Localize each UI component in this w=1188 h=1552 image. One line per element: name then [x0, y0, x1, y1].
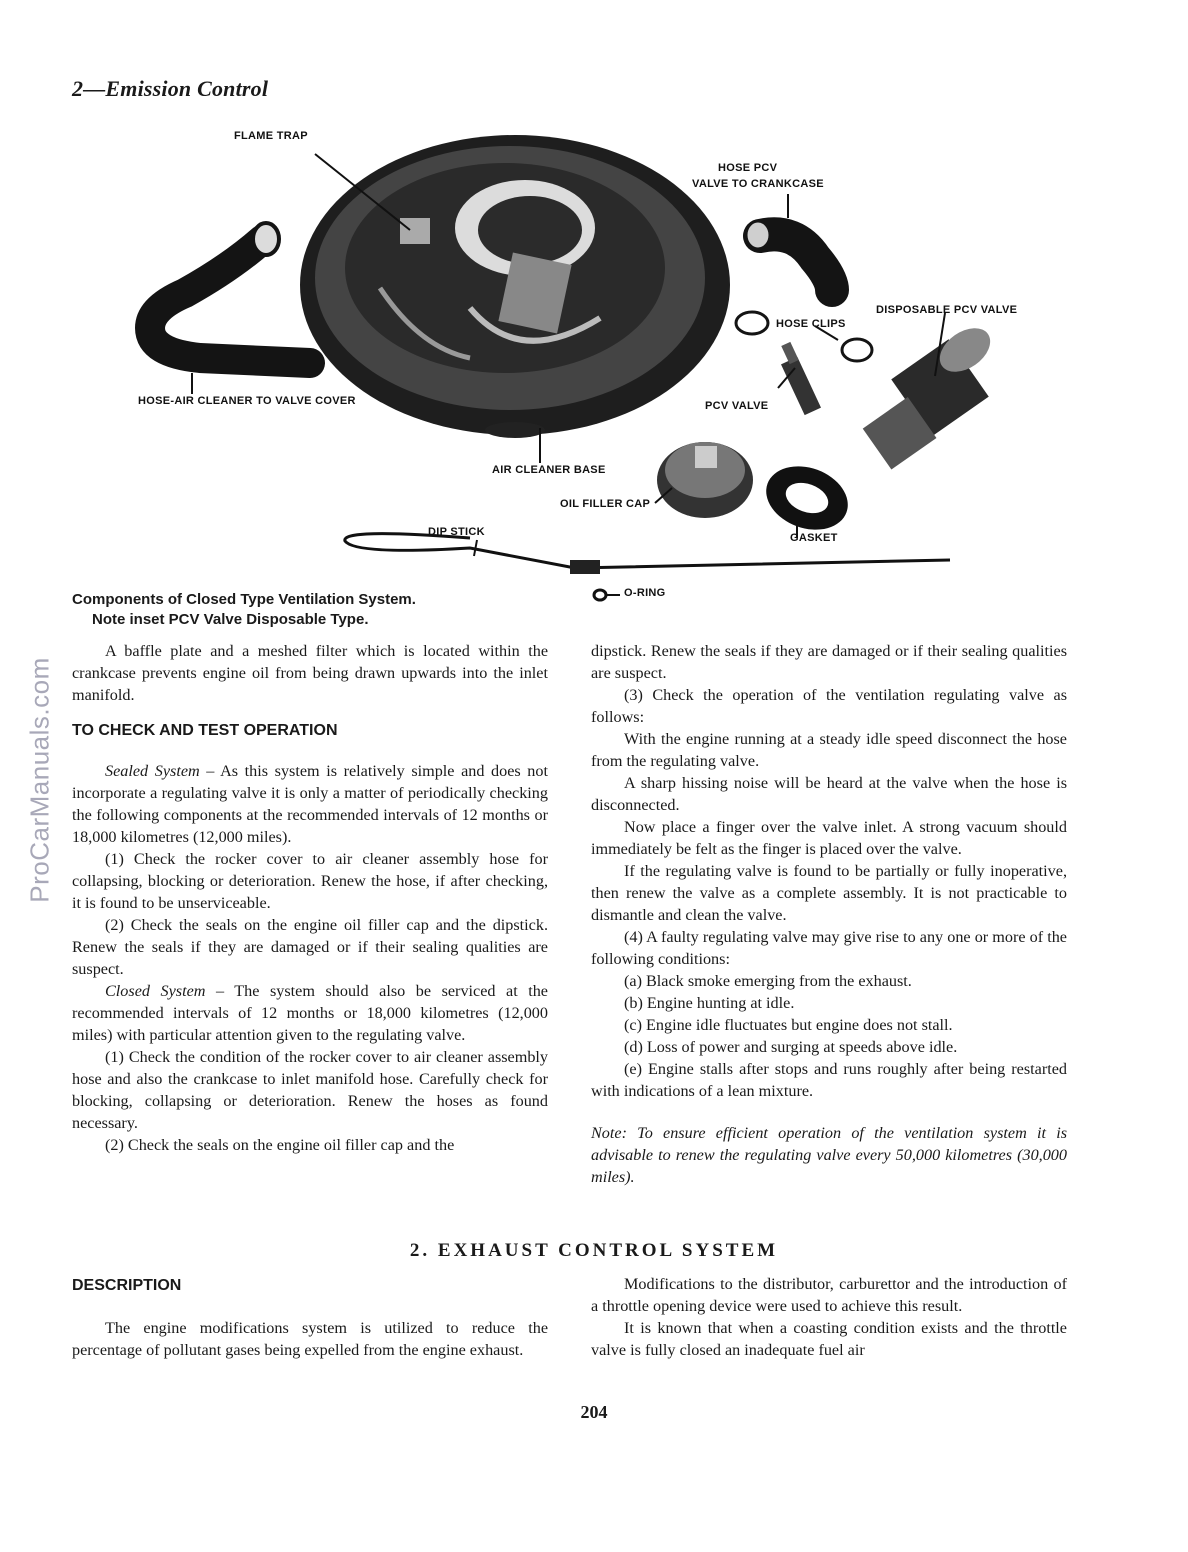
label-pcv-valve: PCV VALVE	[705, 400, 769, 412]
paragraph: Modifications to the distributor, carburettor and the introduction of a throttle opening device were used to achieve this result.	[591, 1275, 1067, 1315]
figure-caption	[72, 590, 492, 630]
paragraph: If the regulating valve is found to be partially or fully inoperative, then renew the valve as a complete assembly. It is not practicable to dismantle and clean the valve.	[591, 862, 1067, 924]
sealed-system-label: Sealed System	[105, 762, 200, 780]
oil-filler-cap-drawing	[657, 442, 753, 518]
components-illustration	[0, 118, 1188, 608]
hose-air-cleaner-drawing	[150, 223, 310, 363]
label-hose-clips: HOSE CLIPS	[776, 318, 846, 330]
label-air-cleaner-base: AIR CLEANER BASE	[492, 464, 606, 476]
paragraph: A sharp hissing noise will be heard at the valve when the hose is disconnected.	[591, 774, 1067, 814]
paragraph: (2) Check the seals on the engine oil filler cap and the	[105, 1136, 455, 1154]
air-cleaner-base-drawing	[300, 135, 730, 438]
label-dip-stick: DIP STICK	[428, 526, 485, 538]
hose-pcv-drawing	[746, 221, 832, 290]
watermark	[20, 640, 60, 920]
closed-system-label: Closed System	[105, 982, 206, 1000]
label-hose-air-cleaner: HOSE-AIR CLEANER TO VALVE COVER	[138, 395, 356, 407]
paragraph-sealed-system	[72, 760, 548, 848]
label-hose-pcv-line1: HOSE PCV	[718, 162, 778, 174]
list-item: (b) Engine hunting at idle.	[624, 994, 795, 1012]
list-item: (a) Black smoke emerging from the exhaust.	[624, 972, 912, 990]
paragraph: dipstick. Renew the seals if they are damaged or if their sealing qualities are suspect.	[591, 642, 1067, 682]
page-number: 204	[580, 1402, 608, 1422]
label-flame-trap: FLAME TRAP	[234, 130, 308, 142]
description-heading: DESCRIPTION	[72, 1277, 182, 1294]
paragraph: (4) A faulty regulating valve may give rise to any one or more of the following conditions:	[591, 928, 1067, 968]
description-left-column	[72, 1273, 548, 1361]
disposable-pcv-valve-drawing	[863, 319, 999, 469]
caption-line-2: Note inset PCV Valve Disposable Type.	[92, 611, 369, 628]
paragraph: It is known that when a coasting condition exists and the throttle valve is fully closed an inadequate fuel air	[591, 1319, 1067, 1359]
paragraph: The engine modifications system is utilized to reduce the percentage of pollutant gases being expelled from the engine exhaust.	[72, 1319, 548, 1359]
right-column	[591, 640, 1067, 1188]
maintenance-note: Note: To ensure efficient operation of the ventilation system it is advisable to renew the regulating valve every 50,000 kilometres (30,000 miles).	[591, 1124, 1067, 1186]
paragraph: A baffle plate and a meshed filter which is located within the crankcase prevents engine oil from being drawn upwards into the inlet manifold.	[72, 642, 548, 704]
paragraph: With the engine running at a steady idle speed disconnect the hose from the regulating valve.	[591, 730, 1067, 770]
closed-system-text: – The system should also be serviced at the recommended intervals of 12 months or 18,000 kilometres (12,000 miles) with particular attention given to the regulating valve.	[72, 982, 548, 1044]
caption-line-1: Components of Closed Type Ventilation System.	[72, 591, 416, 608]
list-item: (e) Engine stalls after stops and runs roughly after being restarted with indications of a lean mixture.	[591, 1060, 1067, 1100]
label-hose-pcv-line2: VALVE TO CRANKCASE	[692, 178, 824, 190]
watermark-text: ProCarManuals.com	[24, 657, 55, 903]
list-item: (c) Engine idle fluctuates but engine does not stall.	[624, 1016, 953, 1034]
label-disposable-pcv-valve: DISPOSABLE PCV VALVE	[876, 304, 1018, 316]
section-title: 2. EXHAUST CONTROL SYSTEM	[409, 1240, 779, 1261]
label-gasket: GASKET	[790, 532, 838, 544]
dipstick-drawing	[345, 534, 950, 574]
left-column	[72, 640, 548, 1156]
paragraph: (3) Check the operation of the ventilation regulating valve as follows:	[591, 686, 1067, 726]
section-heading: TO CHECK AND TEST OPERATION	[72, 722, 338, 739]
list-item: (d) Loss of power and surging at speeds above idle.	[624, 1038, 958, 1056]
sealed-system-text: – As this system is relatively simple and does not incorporate a regulating valve it is only a matter of periodically checking the following components at the recommended intervals of 12 months or 18,000 kilometres (12,000 miles).	[72, 762, 548, 846]
paragraph: (2) Check the seals on the engine oil filler cap and the dipstick. Renew the seals if they are damaged or if their sealing qualities are suspect.	[72, 916, 548, 978]
paragraph: (1) Check the condition of the rocker cover to air cleaner assembly hose and also the crankcase to inlet manifold hose. Carefully check for blocking, collapsing or deterioration. Renew the hoses as found necessary.	[72, 1048, 548, 1132]
o-ring-drawing	[594, 590, 620, 600]
ventilation-system-figure	[0, 118, 1188, 608]
paragraph: Now place a finger over the valve inlet. A strong vacuum should immediately be felt as the finger is placed over the valve.	[591, 818, 1067, 858]
page-header: 2—Emission Control	[72, 76, 269, 101]
label-oil-filler-cap: OIL FILLER CAP	[560, 498, 651, 510]
paragraph-closed-system	[72, 980, 548, 1046]
description-right-column	[591, 1273, 1067, 1361]
paragraph: (1) Check the rocker cover to air cleaner assembly hose for collapsing, blocking or deterioration. Renew the hose, if after checking, it is found to be unserviceable.	[72, 850, 548, 912]
gasket-drawing	[757, 455, 856, 540]
label-o-ring: O-RING	[624, 587, 666, 599]
